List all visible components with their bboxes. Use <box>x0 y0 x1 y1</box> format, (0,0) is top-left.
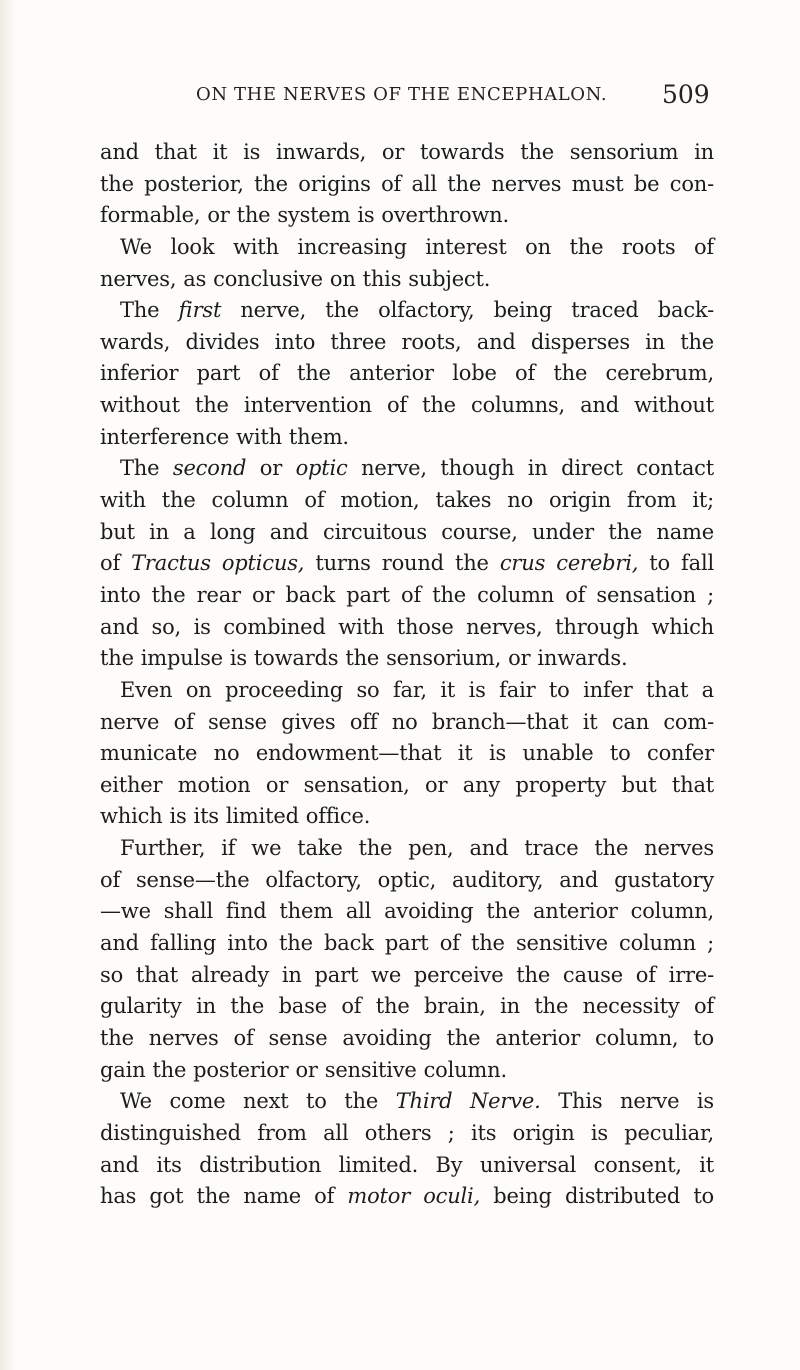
text-line: with the column of motion, takes no origin from it; <box>100 488 714 513</box>
text-line: but in a long and circuitous course, under the name <box>100 519 714 544</box>
text-line: municate no endowment—that it is unable to confer <box>100 741 714 766</box>
italic-term: first <box>178 298 222 323</box>
text-line: and that it is inwards, or towards the sensorium in <box>100 140 714 164</box>
body-text <box>100 137 714 1213</box>
italic-term: second <box>172 456 247 481</box>
italic-term: Tractus opticus, <box>131 551 305 576</box>
text-line: nerves, as conclusive on this subject. <box>100 266 491 291</box>
text-line: without the intervention of the columns, and without <box>100 393 714 418</box>
italic-term: Third Nerve. <box>395 1089 541 1114</box>
text-line: of sense—the olfactory, optic, auditory, and gustatory <box>100 867 714 892</box>
text-line: the impulse is towards the sensorium, or inwards. <box>100 646 628 671</box>
running-head: ON THE NERVES OF THE ENCEPHALON. <box>196 84 608 105</box>
text-line: distinguished from all others ; its origin is peculiar, <box>100 1120 714 1145</box>
page-gutter-shadow <box>0 0 16 1370</box>
text-line: and its distribution limited. By universal consent, it <box>100 1152 714 1177</box>
text-line: The first nerve, the olfactory, being traced back- <box>120 298 714 323</box>
text-line: Further, if we take the pen, and trace the nerves <box>120 836 714 861</box>
text-line: The second or optic nerve, though in direct contact <box>120 456 714 481</box>
italic-term: motor oculi, <box>347 1184 481 1209</box>
text-line: and so, is combined with those nerves, through which <box>100 614 714 639</box>
text-line: so that already in part we perceive the cause of irre- <box>100 962 714 987</box>
page-number: 509 <box>662 80 710 109</box>
text-line: and falling into the back part of the sensitive column ; <box>100 931 714 956</box>
text-line: of Tractus opticus, turns round the crus cerebri, to fall <box>100 551 714 576</box>
text-line: into the rear or back part of the column of sensation ; <box>100 582 714 607</box>
italic-term: crus cerebri, <box>499 551 639 576</box>
text-line: has got the name of motor oculi, being distributed to <box>100 1184 715 1209</box>
text-line: wards, divides into three roots, and disperses in the <box>100 329 714 354</box>
text-line: interference with them. <box>100 424 349 449</box>
text-line: nerve of sense gives off no branch—that it can com- <box>100 709 714 734</box>
text-line: gain the posterior or sensitive column. <box>100 1057 507 1082</box>
text-line: Even on proceeding so far, it is fair to infer that a <box>120 677 714 702</box>
italic-term: optic <box>295 456 348 481</box>
text-line: —we shall find them all avoiding the anterior column, <box>100 899 714 924</box>
text-line: We look with increasing interest on the roots of <box>120 234 714 259</box>
text-line: We come next to the Third Nerve. This nerve is <box>120 1089 714 1114</box>
text-line: inferior part of the anterior lobe of the cerebrum, <box>100 361 714 386</box>
text-line: either motion or sensation, or any property but that <box>100 772 714 797</box>
text-line: gularity in the base of the brain, in the necessity of <box>100 994 714 1019</box>
text-line: formable, or the system is overthrown. <box>100 203 509 228</box>
text-line: the nerves of sense avoiding the anterior column, to <box>100 1025 714 1050</box>
text-line: the posterior, the origins of all the nerves must be con- <box>100 171 714 196</box>
text-line: which is its limited office. <box>100 804 371 829</box>
